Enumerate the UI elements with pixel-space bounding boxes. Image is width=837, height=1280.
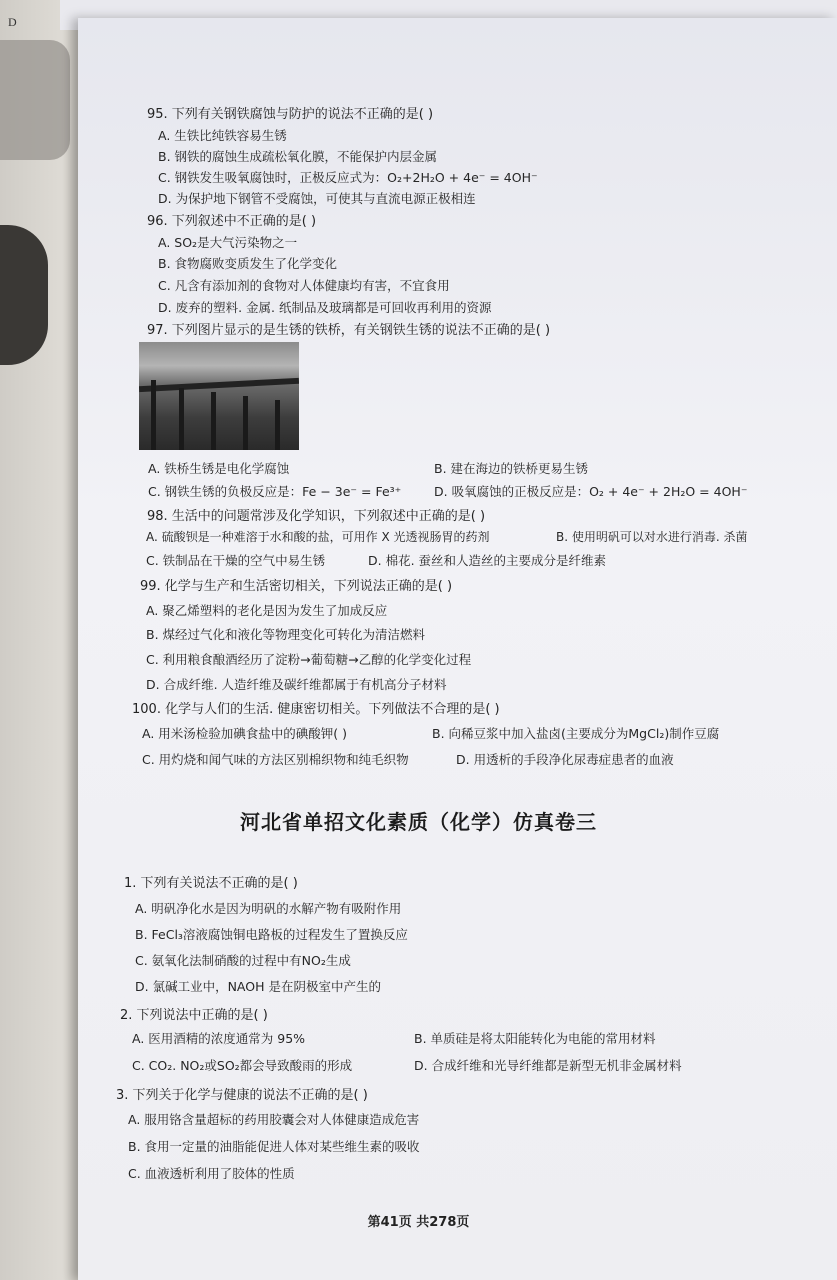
question-3-option-a: A. 服用铬含量超标的药用胶囊会对人体健康造成危害: [128, 1112, 420, 1127]
question-98-options-row-2: [146, 551, 607, 569]
question-96-option-d: D. 废弃的塑料. 金属. 纸制品及玻璃都是可回收再利用的资源: [158, 300, 492, 315]
question-3-option-b: B. 食用一定量的油脂能促进人体对某些维生素的吸收: [128, 1139, 420, 1154]
photo-bridge-post: [179, 388, 184, 450]
adjacent-page-illustration: [0, 40, 70, 160]
question-100-option-c: C. 用灼烧和闻气味的方法区别棉织物和纯毛织物: [142, 752, 409, 767]
question-97-option-b: B. 建在海边的铁桥更易生锈: [434, 461, 589, 476]
question-1-option-b: B. FeCl₃溶液腐蚀铜电路板的过程发生了置换反应: [135, 927, 408, 942]
photo-bridge-post: [211, 392, 216, 450]
question-97-option-c: C. 钢铁生锈的负极反应是：Fe − 3e⁻ = Fe³⁺: [148, 484, 402, 499]
photo-bridge-post: [151, 380, 156, 450]
question-95-option-d: D. 为保护地下钢管不受腐蚀，可使其与直流电源正极相连: [158, 191, 476, 206]
question-1-option-c: C. 氨氧化法制硝酸的过程中有NO₂生成: [135, 953, 351, 968]
question-98-options-row-1: [146, 528, 748, 545]
question-100-options-row-1: [142, 724, 720, 742]
question-2-stem: 2. 下列说法中正确的是( ): [120, 1008, 268, 1023]
adjacent-page: [0, 0, 90, 1280]
question-100-options-row-2: [142, 750, 674, 768]
question-99-option-c: C. 利用粮食酿酒经历了淀粉→葡萄糖→乙醇的化学变化过程: [146, 652, 472, 667]
question-99-option-d: D. 合成纤维. 人造纤维及碳纤维都属于有机高分子材料: [146, 677, 447, 692]
question-1-option-d: D. 氯碱工业中，NAOH 是在阴极室中产生的: [135, 979, 381, 994]
question-2-options-row-2: [132, 1056, 682, 1074]
question-96-option-a: A. SO₂是大气污染物之一: [158, 235, 298, 250]
adjacent-page-letter: D: [8, 15, 17, 29]
question-2-option-b: B. 单质硅是将太阳能转化为电能的常用材料: [414, 1031, 656, 1046]
question-98-stem: 98. 生活中的问题常涉及化学知识，下列叙述中正确的是( ): [147, 509, 486, 524]
question-2-option-d: D. 合成纤维和光导纤维都是新型无机非金属材料: [414, 1058, 682, 1073]
question-97-option-a: A. 铁桥生锈是电化学腐蚀: [148, 461, 290, 476]
question-96-option-c: C. 凡含有添加剂的食物对人体健康均有害，不宜食用: [158, 278, 450, 293]
adjacent-page-photo: [0, 225, 48, 365]
photo-bridge-post: [275, 400, 280, 450]
photo-bridge-post: [243, 396, 248, 450]
question-99-option-b: B. 煤经过气化和液化等物理变化可转化为清洁燃料: [146, 627, 426, 642]
question-96-stem: 96. 下列叙述中不正确的是( ): [147, 214, 317, 229]
exam-section-title: 河北省单招文化素质（化学）仿真卷三: [240, 810, 597, 834]
question-100-option-a: A. 用米汤检验加碘食盐中的碘酸钾( ): [142, 726, 348, 741]
question-3-option-c: C. 血液透析利用了胶体的性质: [128, 1166, 295, 1181]
question-97-stem: 97. 下列图片显示的是生锈的铁桥，有关钢铁生锈的说法不正确的是( ): [147, 323, 551, 338]
question-1-option-a: A. 明矾净化水是因为明矾的水解产物有吸附作用: [135, 901, 402, 916]
question-98-option-d: D. 棉花. 蚕丝和人造丝的主要成分是纤维素: [368, 553, 607, 568]
question-97-option-d: D. 吸氧腐蚀的正极反应是：O₂ + 4e⁻ + 2H₂O = 4OH⁻: [434, 484, 748, 499]
question-1-stem: 1. 下列有关说法不正确的是( ): [124, 876, 298, 891]
question-3-stem: 3. 下列关于化学与健康的说法不正确的是( ): [116, 1088, 368, 1103]
question-99-option-a: A. 聚乙烯塑料的老化是因为发生了加成反应: [146, 603, 388, 618]
rusty-bridge-photo: [139, 342, 299, 450]
question-95-option-b: B. 钢铁的腐蚀生成疏松氧化膜，不能保护内层金属: [158, 149, 438, 164]
question-98-option-c: C. 铁制品在干燥的空气中易生锈: [146, 553, 326, 568]
page-number: 第41页 共278页: [367, 1215, 470, 1230]
question-2-options-row-1: [132, 1029, 656, 1047]
question-95-option-c: C. 钢铁发生吸氧腐蚀时，正极反应式为：O₂+2H₂O + 4e⁻ = 4OH⁻: [158, 170, 538, 185]
question-97-options-row-1: [148, 459, 589, 477]
question-97-options-row-2: [148, 482, 748, 500]
question-2-option-c: C. CO₂. NO₂或SO₂都会导致酸雨的形成: [132, 1058, 353, 1073]
question-98-option-a: A. 硫酸钡是一种难溶于水和酸的盐，可用作 X 光透视肠胃的药剂: [146, 530, 490, 544]
photo-bridge-rail: [139, 378, 299, 392]
question-100-option-d: D. 用透析的手段净化尿毒症患者的血液: [456, 752, 674, 767]
question-98-option-b: B. 使用明矾可以对水进行消毒. 杀菌: [556, 530, 748, 544]
question-99-stem: 99. 化学与生产和生活密切相关，下列说法正确的是( ): [140, 579, 453, 594]
question-95-option-a: A. 生铁比纯铁容易生锈: [158, 128, 287, 143]
question-2-option-a: A. 医用酒精的浓度通常为 95%: [132, 1031, 306, 1046]
question-95-stem: 95. 下列有关钢铁腐蚀与防护的说法不正确的是( ): [147, 107, 434, 122]
question-100-option-b: B. 向稀豆浆中加入盐卤(主要成分为MgCl₂)制作豆腐: [432, 726, 720, 741]
question-96-option-b: B. 食物腐败变质发生了化学变化: [158, 256, 338, 271]
question-100-stem: 100. 化学与人们的生活. 健康密切相关。下列做法不合理的是( ): [132, 702, 500, 717]
